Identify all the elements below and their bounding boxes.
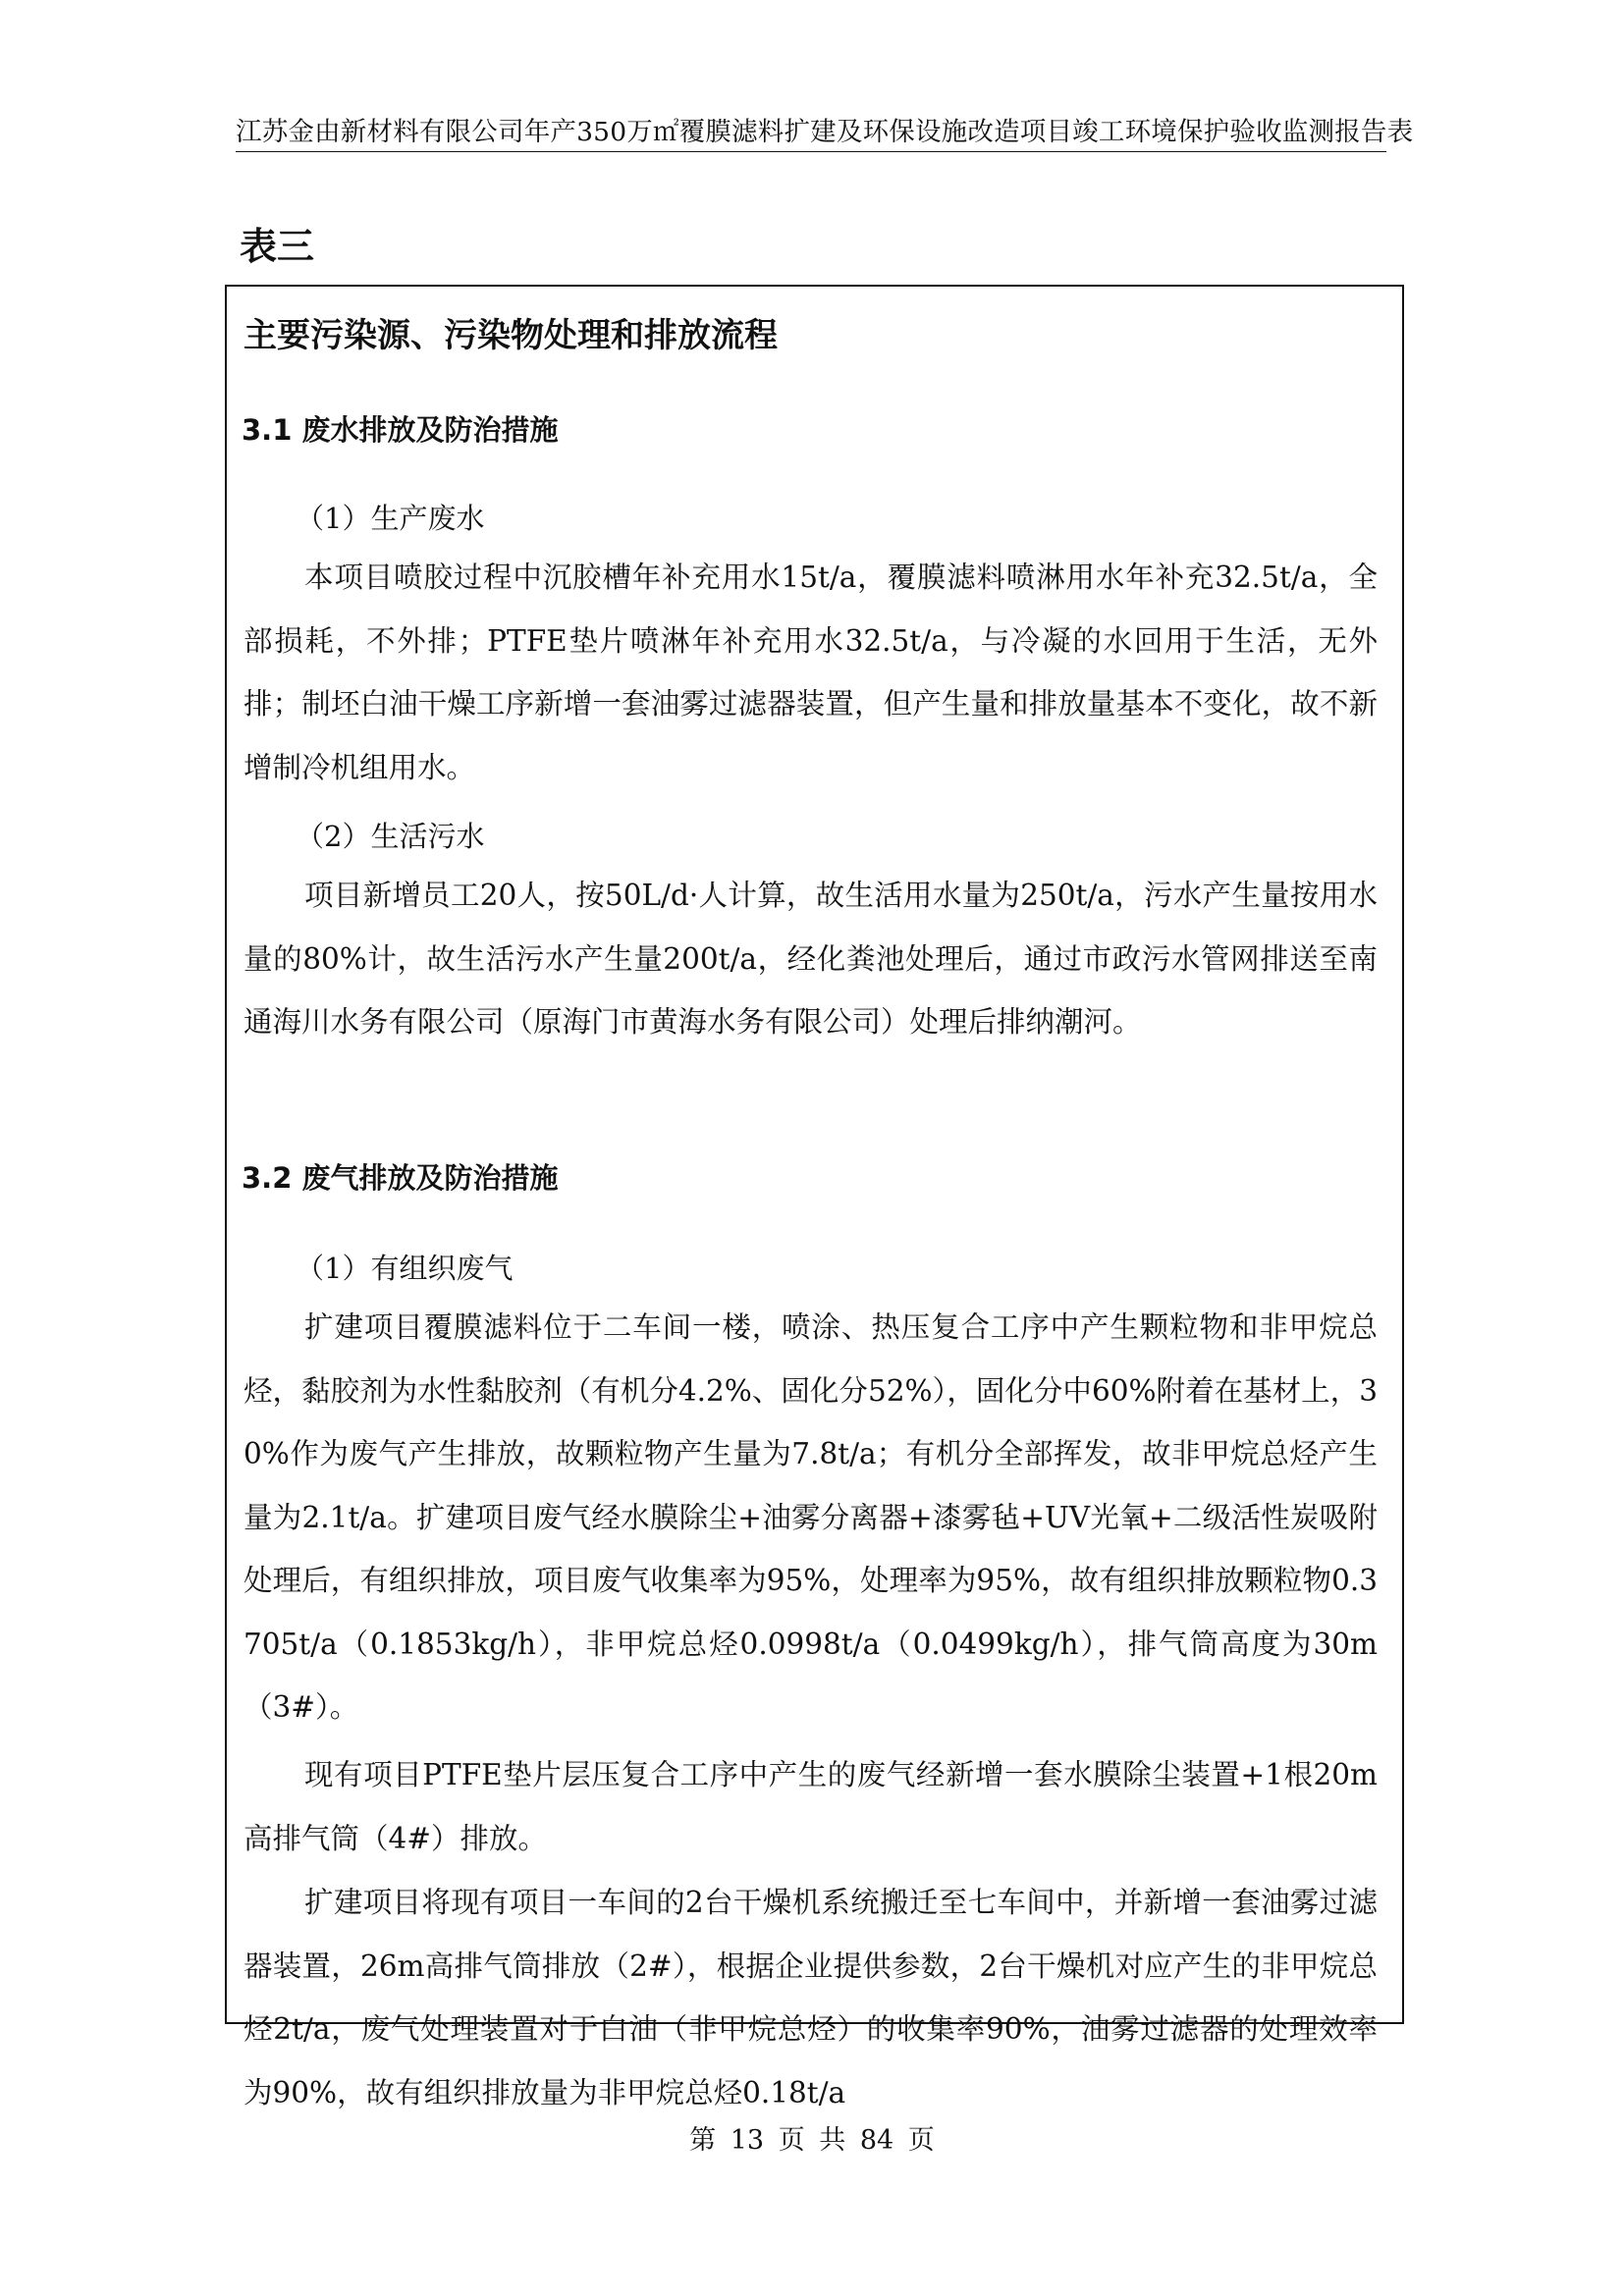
paragraph-dryer-relocation: 扩建项目将现有项目一车间的2台干燥机系统搬迁至七车间中，并新增一套油雾过滤器装置，26m高排气筒排放（2#），根据企业提供参数，2台干燥机对应产生的非甲烷总烃2t/a，废气处理装置对于白油（非甲烷总烃）的收集率90%，油雾过滤器的处理效率为90%，故有组织排放量为非甲烷总烃0.18t/a — [244, 1886, 1378, 2109]
paragraph-ptfe-exhaust: 现有项目PTFE垫片层压复合工序中产生的废气经新增一套水膜除尘装置+1根20m高排气筒（4#）排放。 — [244, 1758, 1378, 1855]
content-frame — [225, 285, 1404, 2109]
page-number: 第 13 页 共 84 页 — [689, 2125, 935, 2156]
section-title: 主要污染源、污染物处理和排放流程 — [244, 316, 778, 355]
subheading-domestic-sewage: （2）生活污水 — [296, 820, 485, 853]
subheading-production-wastewater: （1）生产废水 — [296, 502, 485, 535]
subheading-organized-exhaust: （1）有组织废气 — [296, 1252, 514, 1285]
heading-3-1: 3.1 废水排放及防治措施 — [242, 413, 559, 447]
header-rule — [236, 151, 1386, 152]
paragraph-organized-exhaust: 扩建项目覆膜滤料位于二车间一楼，喷涂、热压复合工序中产生颗粒物和非甲烷总烃，黏胶剂为水性黏胶剂（有机分4.2%、固化分52%），固化分中60%附着在基材上，30%作为废气产生排放，故颗粒物产生量为7.8t/a；有机分全部挥发，故非甲烷总烃产生量为2.1t/a。扩建项目废气经水膜除尘+油雾分离器+漆雾毡+UV光氧+二级活性炭吸附处理后，有组织排放，项目废气收集率为95%，处理率为95%，故有组织排放颗粒物0.3705t/a（0.1853kg/h），非甲烷总烃0.0998t/a（0.0499kg/h），排气筒高度为30m（3#）。 — [244, 1310, 1378, 1724]
report-header-title: 江苏金由新材料有限公司年产350万㎡覆膜滤料扩建及环保设施改造项目竣工环境保护验收监测报告表 — [236, 117, 1414, 147]
table-title: 表三 — [240, 225, 315, 268]
paragraph-production-wastewater: 本项目喷胶过程中沉胶槽年补充用水15t/a，覆膜滤料喷淋用水年补充32.5t/a，全部损耗，不外排；PTFE垫片喷淋年补充用水32.5t/a，与冷凝的水回用于生活，无外排；制坯白油干燥工序新增一套油雾过滤器装置，但产生量和排放量基本不变化，故不新增制冷机组用水。 — [244, 561, 1378, 784]
paragraph-domestic-sewage: 项目新增员工20人，按50L/d·人计算，故生活用水量为250t/a，污水产生量按用水量的80%计，故生活污水产生量200t/a，经化粪池处理后，通过市政污水管网排送至南通海川水务有限公司（原海门市黄海水务有限公司）处理后排纳潮河。 — [244, 879, 1378, 1039]
heading-3-2: 3.2 废气排放及防治措施 — [242, 1161, 559, 1195]
